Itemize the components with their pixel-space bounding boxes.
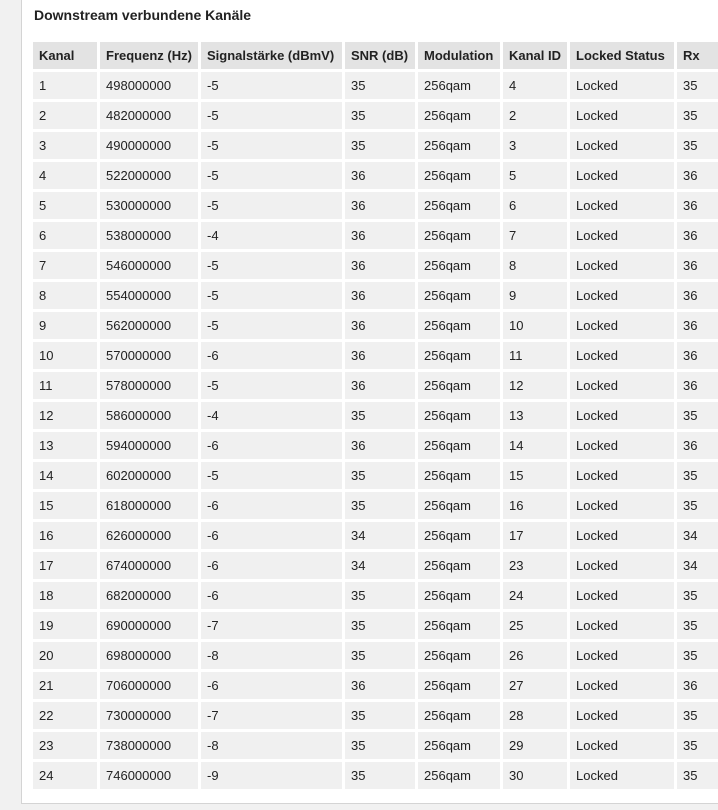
cell-snr: 35	[345, 492, 415, 519]
cell-kanal: 16	[33, 522, 97, 549]
cell-kanal: 18	[33, 582, 97, 609]
cell-rx: 36	[677, 192, 718, 219]
cell-frequenz: 626000000	[100, 522, 198, 549]
cell-locked-status: Locked	[570, 282, 674, 309]
cell-snr: 35	[345, 612, 415, 639]
cell-kanal-id: 4	[503, 72, 567, 99]
cell-snr: 36	[345, 672, 415, 699]
cell-rx: 35	[677, 462, 718, 489]
cell-locked-status: Locked	[570, 582, 674, 609]
cell-snr: 35	[345, 102, 415, 129]
cell-rx: 35	[677, 582, 718, 609]
cell-kanal: 2	[33, 102, 97, 129]
cell-signalstaerke: -6	[201, 672, 342, 699]
table-row	[33, 252, 718, 279]
cell-rx: 35	[677, 732, 718, 759]
cell-snr: 35	[345, 762, 415, 789]
cell-kanal: 19	[33, 612, 97, 639]
cell-locked-status: Locked	[570, 102, 674, 129]
table-row	[33, 162, 718, 189]
table-row	[33, 432, 718, 459]
cell-rx: 36	[677, 252, 718, 279]
table-row	[33, 312, 718, 339]
cell-frequenz: 602000000	[100, 462, 198, 489]
cell-kanal-id: 14	[503, 432, 567, 459]
cell-rx: 35	[677, 762, 718, 789]
cell-snr: 36	[345, 282, 415, 309]
cell-signalstaerke: -5	[201, 312, 342, 339]
cell-modulation: 256qam	[418, 312, 500, 339]
cell-locked-status: Locked	[570, 192, 674, 219]
cell-locked-status: Locked	[570, 492, 674, 519]
cell-locked-status: Locked	[570, 702, 674, 729]
cell-kanal-id: 29	[503, 732, 567, 759]
cell-modulation: 256qam	[418, 72, 500, 99]
cell-snr: 35	[345, 732, 415, 759]
cell-locked-status: Locked	[570, 672, 674, 699]
cell-frequenz: 530000000	[100, 192, 198, 219]
cell-frequenz: 570000000	[100, 342, 198, 369]
cell-kanal: 13	[33, 432, 97, 459]
table-row	[33, 462, 718, 489]
table-row	[33, 222, 718, 249]
cell-locked-status: Locked	[570, 612, 674, 639]
cell-kanal: 4	[33, 162, 97, 189]
cell-signalstaerke: -4	[201, 222, 342, 249]
cell-kanal: 20	[33, 642, 97, 669]
cell-modulation: 256qam	[418, 372, 500, 399]
cell-signalstaerke: -5	[201, 162, 342, 189]
column-header-signalstaerke: Signalstärke (dBmV)	[201, 42, 342, 69]
table-row	[33, 642, 718, 669]
cell-signalstaerke: -8	[201, 642, 342, 669]
cell-frequenz: 746000000	[100, 762, 198, 789]
cell-kanal-id: 9	[503, 282, 567, 309]
cell-kanal-id: 8	[503, 252, 567, 279]
cell-kanal-id: 28	[503, 702, 567, 729]
cell-rx: 36	[677, 222, 718, 249]
cell-modulation: 256qam	[418, 702, 500, 729]
cell-kanal: 17	[33, 552, 97, 579]
cell-signalstaerke: -5	[201, 132, 342, 159]
cell-signalstaerke: -5	[201, 462, 342, 489]
cell-modulation: 256qam	[418, 432, 500, 459]
cell-frequenz: 618000000	[100, 492, 198, 519]
table-scroll-area[interactable]	[30, 39, 718, 797]
cell-snr: 36	[345, 222, 415, 249]
cell-kanal-id: 15	[503, 462, 567, 489]
cell-snr: 35	[345, 582, 415, 609]
table-row	[33, 612, 718, 639]
cell-kanal-id: 30	[503, 762, 567, 789]
cell-frequenz: 690000000	[100, 612, 198, 639]
cell-locked-status: Locked	[570, 132, 674, 159]
cell-snr: 35	[345, 642, 415, 669]
cell-locked-status: Locked	[570, 642, 674, 669]
cell-signalstaerke: -5	[201, 102, 342, 129]
cell-locked-status: Locked	[570, 372, 674, 399]
table-row	[33, 102, 718, 129]
cell-kanal: 7	[33, 252, 97, 279]
cell-kanal: 14	[33, 462, 97, 489]
table-row	[33, 372, 718, 399]
cell-kanal-id: 13	[503, 402, 567, 429]
cell-kanal: 10	[33, 342, 97, 369]
cell-signalstaerke: -9	[201, 762, 342, 789]
table-row	[33, 192, 718, 219]
cell-kanal: 3	[33, 132, 97, 159]
cell-modulation: 256qam	[418, 762, 500, 789]
cell-kanal-id: 17	[503, 522, 567, 549]
cell-snr: 36	[345, 372, 415, 399]
cell-rx: 36	[677, 342, 718, 369]
cell-snr: 34	[345, 552, 415, 579]
cell-rx: 35	[677, 642, 718, 669]
cell-kanal-id: 7	[503, 222, 567, 249]
cell-modulation: 256qam	[418, 102, 500, 129]
cell-kanal-id: 23	[503, 552, 567, 579]
cell-kanal: 11	[33, 372, 97, 399]
cell-kanal-id: 25	[503, 612, 567, 639]
cell-kanal: 1	[33, 72, 97, 99]
cell-rx: 36	[677, 312, 718, 339]
cell-signalstaerke: -6	[201, 582, 342, 609]
cell-frequenz: 562000000	[100, 312, 198, 339]
cell-kanal-id: 27	[503, 672, 567, 699]
table-row	[33, 282, 718, 309]
cell-snr: 35	[345, 402, 415, 429]
cell-locked-status: Locked	[570, 252, 674, 279]
cell-modulation: 256qam	[418, 492, 500, 519]
cell-snr: 35	[345, 462, 415, 489]
cell-locked-status: Locked	[570, 552, 674, 579]
column-header-modulation: Modulation	[418, 42, 500, 69]
cell-modulation: 256qam	[418, 552, 500, 579]
table-row	[33, 72, 718, 99]
column-header-kanal-id: Kanal ID	[503, 42, 567, 69]
cell-rx: 34	[677, 552, 718, 579]
cell-frequenz: 674000000	[100, 552, 198, 579]
cell-modulation: 256qam	[418, 462, 500, 489]
cell-modulation: 256qam	[418, 522, 500, 549]
cell-frequenz: 578000000	[100, 372, 198, 399]
downstream-panel	[21, 0, 718, 804]
cell-locked-status: Locked	[570, 732, 674, 759]
cell-kanal-id: 2	[503, 102, 567, 129]
cell-signalstaerke: -7	[201, 702, 342, 729]
cell-kanal-id: 11	[503, 342, 567, 369]
cell-signalstaerke: -5	[201, 252, 342, 279]
table-row	[33, 522, 718, 549]
cell-frequenz: 698000000	[100, 642, 198, 669]
column-header-kanal: Kanal	[33, 42, 97, 69]
cell-signalstaerke: -6	[201, 492, 342, 519]
cell-kanal: 22	[33, 702, 97, 729]
cell-locked-status: Locked	[570, 342, 674, 369]
cell-snr: 36	[345, 312, 415, 339]
cell-frequenz: 498000000	[100, 72, 198, 99]
cell-modulation: 256qam	[418, 132, 500, 159]
cell-locked-status: Locked	[570, 432, 674, 459]
cell-snr: 35	[345, 132, 415, 159]
cell-modulation: 256qam	[418, 642, 500, 669]
cell-rx: 36	[677, 162, 718, 189]
downstream-table	[30, 39, 718, 792]
cell-signalstaerke: -7	[201, 612, 342, 639]
cell-modulation: 256qam	[418, 252, 500, 279]
table-row	[33, 672, 718, 699]
cell-kanal: 8	[33, 282, 97, 309]
cell-frequenz: 682000000	[100, 582, 198, 609]
cell-locked-status: Locked	[570, 72, 674, 99]
cell-frequenz: 482000000	[100, 102, 198, 129]
column-header-snr: SNR (dB)	[345, 42, 415, 69]
cell-modulation: 256qam	[418, 192, 500, 219]
cell-rx: 35	[677, 72, 718, 99]
cell-frequenz: 546000000	[100, 252, 198, 279]
cell-frequenz: 738000000	[100, 732, 198, 759]
cell-modulation: 256qam	[418, 402, 500, 429]
table-row	[33, 132, 718, 159]
column-header-locked-status: Locked Status	[570, 42, 674, 69]
cell-signalstaerke: -8	[201, 732, 342, 759]
cell-frequenz: 554000000	[100, 282, 198, 309]
cell-locked-status: Locked	[570, 462, 674, 489]
cell-kanal: 9	[33, 312, 97, 339]
cell-snr: 35	[345, 72, 415, 99]
cell-signalstaerke: -4	[201, 402, 342, 429]
cell-frequenz: 522000000	[100, 162, 198, 189]
cell-frequenz: 730000000	[100, 702, 198, 729]
cell-rx: 35	[677, 492, 718, 519]
table-row	[33, 732, 718, 759]
cell-rx: 36	[677, 672, 718, 699]
cell-signalstaerke: -6	[201, 342, 342, 369]
cell-kanal-id: 6	[503, 192, 567, 219]
column-header-frequenz: Frequenz (Hz)	[100, 42, 198, 69]
cell-locked-status: Locked	[570, 312, 674, 339]
cell-signalstaerke: -5	[201, 192, 342, 219]
cell-modulation: 256qam	[418, 342, 500, 369]
cell-snr: 34	[345, 522, 415, 549]
cell-rx: 35	[677, 612, 718, 639]
cell-kanal-id: 26	[503, 642, 567, 669]
cell-signalstaerke: -5	[201, 282, 342, 309]
cell-kanal-id: 10	[503, 312, 567, 339]
cell-modulation: 256qam	[418, 732, 500, 759]
cell-signalstaerke: -6	[201, 432, 342, 459]
cell-frequenz: 490000000	[100, 132, 198, 159]
table-row	[33, 492, 718, 519]
cell-kanal: 21	[33, 672, 97, 699]
section-title: Downstream verbundene Kanäle	[34, 7, 252, 23]
cell-snr: 36	[345, 192, 415, 219]
cell-locked-status: Locked	[570, 222, 674, 249]
table-body	[33, 72, 718, 789]
cell-modulation: 256qam	[418, 222, 500, 249]
cell-signalstaerke: -6	[201, 552, 342, 579]
cell-locked-status: Locked	[570, 522, 674, 549]
table-row	[33, 702, 718, 729]
cell-locked-status: Locked	[570, 402, 674, 429]
cell-modulation: 256qam	[418, 672, 500, 699]
cell-snr: 36	[345, 162, 415, 189]
cell-rx: 36	[677, 372, 718, 399]
cell-snr: 36	[345, 342, 415, 369]
cell-locked-status: Locked	[570, 162, 674, 189]
cell-kanal: 24	[33, 762, 97, 789]
table-row	[33, 762, 718, 789]
table-header-row	[33, 42, 718, 69]
cell-kanal-id: 12	[503, 372, 567, 399]
cell-locked-status: Locked	[570, 762, 674, 789]
cell-modulation: 256qam	[418, 162, 500, 189]
cell-kanal: 5	[33, 192, 97, 219]
cell-snr: 36	[345, 252, 415, 279]
cell-snr: 35	[345, 702, 415, 729]
cell-kanal-id: 24	[503, 582, 567, 609]
cell-frequenz: 586000000	[100, 402, 198, 429]
cell-kanal: 23	[33, 732, 97, 759]
table-row	[33, 582, 718, 609]
cell-kanal: 12	[33, 402, 97, 429]
cell-rx: 35	[677, 102, 718, 129]
cell-kanal-id: 16	[503, 492, 567, 519]
cell-rx: 35	[677, 132, 718, 159]
cell-snr: 36	[345, 432, 415, 459]
cell-kanal-id: 5	[503, 162, 567, 189]
table-row	[33, 402, 718, 429]
cell-kanal: 15	[33, 492, 97, 519]
cell-modulation: 256qam	[418, 282, 500, 309]
cell-rx: 34	[677, 522, 718, 549]
cell-signalstaerke: -5	[201, 72, 342, 99]
cell-rx: 36	[677, 432, 718, 459]
cell-signalstaerke: -6	[201, 522, 342, 549]
cell-frequenz: 538000000	[100, 222, 198, 249]
cell-frequenz: 706000000	[100, 672, 198, 699]
cell-kanal-id: 3	[503, 132, 567, 159]
cell-signalstaerke: -5	[201, 372, 342, 399]
cell-modulation: 256qam	[418, 612, 500, 639]
cell-kanal: 6	[33, 222, 97, 249]
table-row	[33, 552, 718, 579]
column-header-rx: Rx	[677, 42, 718, 69]
cell-rx: 35	[677, 702, 718, 729]
cell-frequenz: 594000000	[100, 432, 198, 459]
cell-rx: 35	[677, 402, 718, 429]
cell-rx: 36	[677, 282, 718, 309]
cell-modulation: 256qam	[418, 582, 500, 609]
table-row	[33, 342, 718, 369]
